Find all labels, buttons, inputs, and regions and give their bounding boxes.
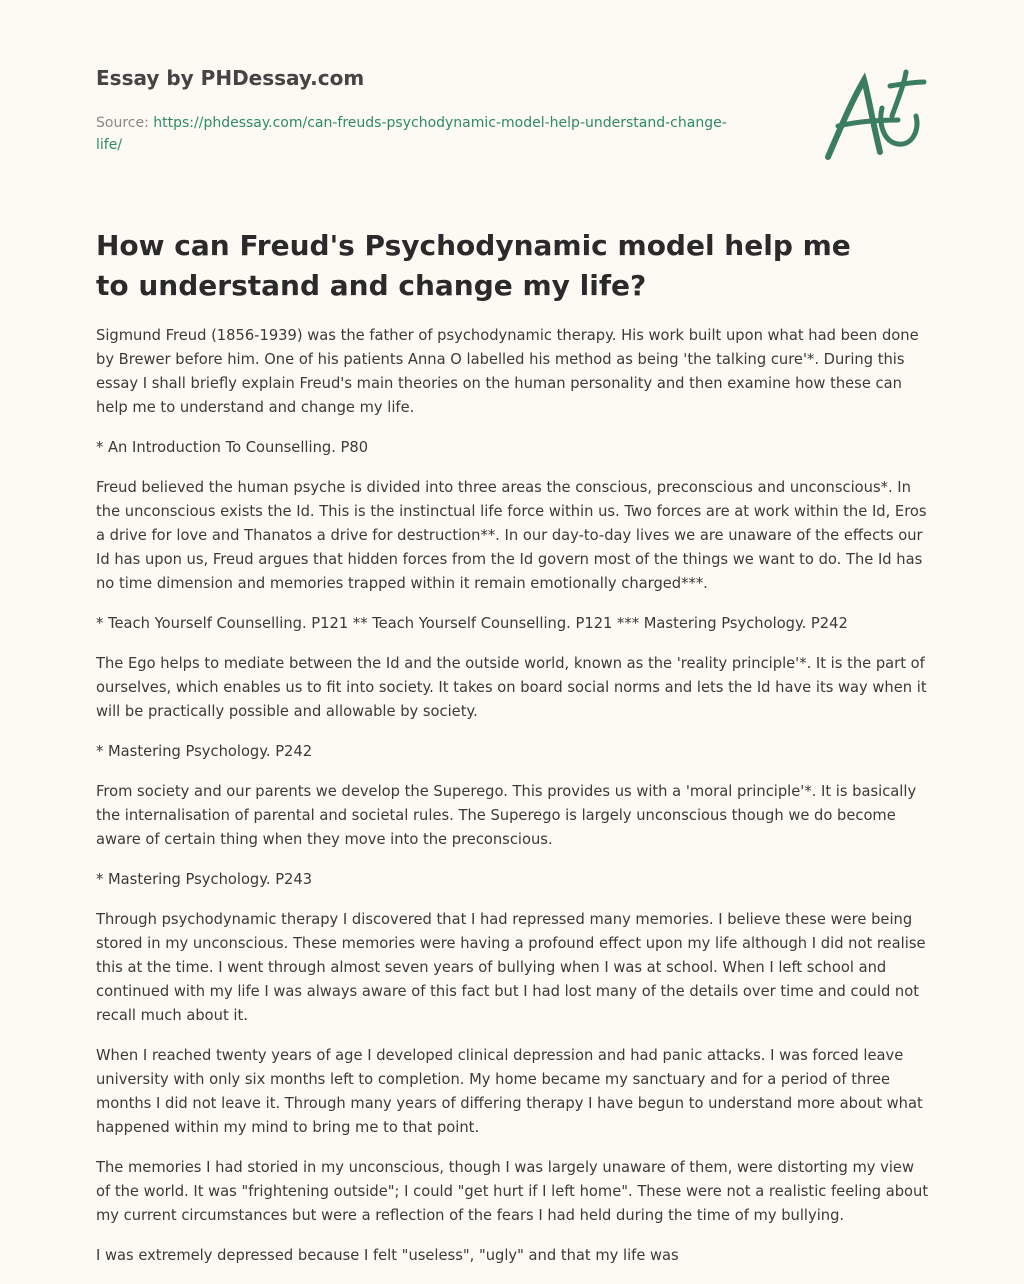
source-label: Source: (96, 115, 154, 131)
a-plus-logo-icon (820, 64, 930, 164)
paragraph: When I reached twenty years of age I developed clinical depression and had panic attacks. I was forced leave university with only six months left to completion. My home became my sanctuary and for a period of three months I did not leave it. Through many years of differing therapy I have begun to understand more about what happened within my mind to bring me to that point. (96, 1047, 923, 1136)
paragraph: Through psychodynamic therapy I discovered that I had repressed many memories. I believe these were being stored in my unconscious. These memories were having a profound effect upon my life although I did not realise this at the time. I went through almost seven years of bullying when I was at school. When I left school and continued with my life I was always aware of this fact but I had lost many of the details over time and could not recall much about it. (96, 911, 926, 1024)
paragraph: From society and our parents we develop the Superego. This provides us with a 'moral principle'*. It is basically the internalisation of parental and societal rules. The Superego is largely unconscious though we do become aware of certain thing when they move into the preconscious. (96, 783, 917, 848)
footnote: * Mastering Psychology. P242 (96, 743, 313, 760)
paragraph: The memories I had storied in my unconscious, though I was largely unaware of them, were distorting my view of the world. It was "frightening outside"; I could "get hurt if I left home". These were not a realistic feeling about my current circumstances but were a reflection of the fears I had held during the time of my bullying. (96, 1159, 929, 1224)
paragraph: Sigmund Freud (1856-1939) was the father of psychodynamic therapy. His work built upon what had been done by Brewer before him. One of his patients Anna O labelled his method as being 'the talking cure'*. During this essay I shall briefly explain Freud's main theories on the human personality and then examine how these can help me to understand and change my life. (96, 327, 919, 416)
paragraph: Freud believed the human psyche is divided into three areas the conscious, preconscious and unconscious*. In the unconscious exists the Id. This is the instinctual life force within us. Two forces are at work within the Id, Eros a drive for love and Thanatos a drive for destruction**. In our day-to-day lives we are unaware of the effects our Id has upon us, Freud argues that hidden forces from the Id govern most of the things we want to do. The Id has no time dimension and memories trapped within it remain emotionally charged***. (96, 479, 927, 592)
essay-body (96, 324, 930, 1284)
source-line (96, 112, 736, 156)
footnote: * An Introduction To Counselling. P80 (96, 439, 369, 456)
footnote: * Teach Yourself Counselling. P121 ** Teach Yourself Counselling. P121 *** Mastering Psychology. P242 (96, 615, 848, 632)
footnote: * Mastering Psychology. P243 (96, 871, 313, 888)
paragraph: The Ego helps to mediate between the Id and the outside world, known as the 'reality principle'*. It is the part of ourselves, which enables us to fit into society. It takes on board social norms and lets the Id have its way when it will be practically possible and allowable by society. (96, 655, 927, 720)
site-title: Essay by PHDessay.com (96, 66, 365, 90)
source-link[interactable]: https://phdessay.com/can-freuds-psychodynamic-model-help-understand-change-life/ (96, 115, 727, 153)
essay-title: How can Freud's Psychodynamic model help me to understand and change my life? (96, 229, 851, 302)
paragraph: I was extremely depressed because I felt "useless", "ugly" and that my life was (96, 1247, 679, 1264)
